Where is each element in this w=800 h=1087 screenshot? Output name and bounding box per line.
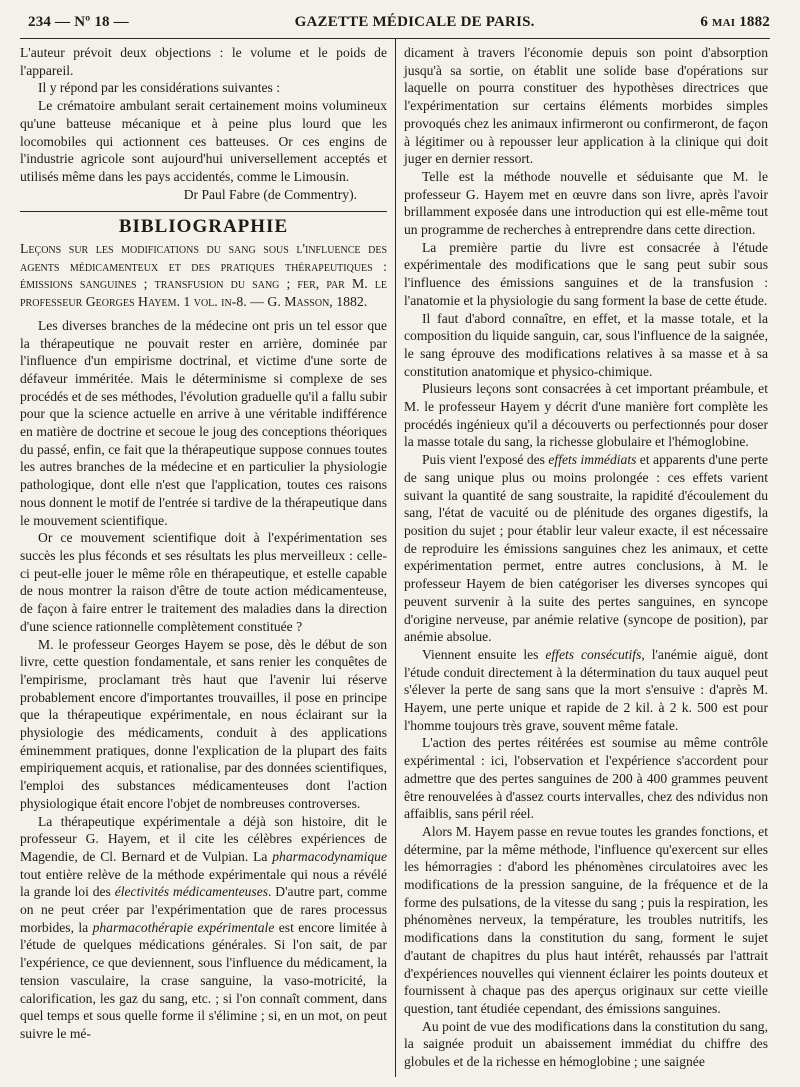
section-title: BIBLIOGRAPHIE bbox=[118, 216, 289, 238]
body-paragraph: Alors M. Hayem passe en revue toutes les grandes fonctions, et détermine, par la même méthode, l'influence qu'exercent sur elles les hémorragies : d'abord les phénomènes circulatoires avec les modifications de la pression sanguine, de la fréquence et de la forme des pulsations, de la vitesse du sang ; puis la respiration, les phénomènes nerveux, la température, les troubles nutritifs, les modifications dans la constitution du sang, forment le sujet d'autant de chapitres du plus haut intérêt, rehaussés par l'attrait d'expériences nouvelles qui viennent éclairer les points douteux et fournissent à chaque pas des aperçus originaux sur cette vieille question, tant étudiée cependant, des émissions sanguines. bbox=[404, 823, 768, 1016]
page-header bbox=[28, 14, 770, 36]
body-paragraph bbox=[404, 646, 768, 735]
body-paragraph: Il faut d'abord connaître, en effet, et la masse totale, et la composition du liquide sanguin, car, sous l'influence de la saignée, le sang éprouve des modifications relatives à sa masse et à sa constitution anatomique et physico-chimique. bbox=[404, 310, 768, 379]
right-column bbox=[404, 44, 768, 1071]
text-run: est encore limitée à l'étude de quelques médications générales. Si l'on sait, de par l'expérience, ce que deviennent, sous l'influence du médicament, la tension vasculaire, la crase sanguine, la vaso-motricité, la calorification, les gaz du sang, etc. ; si l'on connaît comment, dans quel temps et sous quelle forme il s'élimine ; si, en un mot, on peut suivre le mé- bbox=[20, 919, 387, 1041]
text-run: et apparents d'une perte de sang unique plus ou moins prolongée : ces effets varient suivant la quantité de sang soustraite, la rapidité d'écoulement du sang, l'état de vacuité ou de plénitude des organes digestifs, la position du sujet ; pour établir leur valeur exacte, il est nécessaire de reproduire les émissions sanguines chez les animaux, et cette expérimentation permet, entre autres conclusions, à M. le professeur Hayem de bien catégoriser les diverses syncopes qui peuvent survenir à la suite des pertes sanguines, en syncope d'origine nerveuse, par anémie relative (syncope de position), par anémie absolue. bbox=[404, 452, 769, 645]
italic-term: électivités médicamenteuses bbox=[114, 884, 269, 900]
body-paragraph bbox=[20, 813, 387, 1043]
body-paragraph: La première partie du livre est consacrée à l'étude expérimentale des modifications que le sang peut subir sous l'influence des émissions sanguines et de la transfusion : l'anatomie et la physiologie du sang forment la base de cette étude. bbox=[404, 239, 768, 308]
text-run: La thérapeutique expérimentale a déjà son histoire, dit le professeur G. Hayem, et il cite les célèbres expériences de Magendie, de Cl. Bernard et de Vulpian. La bbox=[20, 813, 387, 864]
signature: Dr Paul Fabre (de Commentry). bbox=[183, 186, 357, 202]
section-rule bbox=[20, 211, 387, 212]
text-run: tout entière relève de la méthode expérimentale qui nous a révélé la grande loi des bbox=[20, 866, 387, 900]
text-run: Viennent ensuite les bbox=[422, 646, 546, 662]
body-paragraph: Telle est la méthode nouvelle et séduisante que M. le professeur G. Hayem met en œuvre dans son livre, après l'avoir brillamment exposée dans une introduction qui est elle-même tout un programme de recherches à entreprendre dans cette direction. bbox=[404, 168, 768, 238]
body-paragraph: dicament à travers l'économie depuis son point d'absorption jusqu'à sa sortie, on établit une solide base d'opérations sur laquelle on pourra constituer des hypothèses directrices que l'expérimentation sur certains éléments morbides simples provoqués chez les animaux infirmeront ou confirmeront, de façon à légitimer ou à repousser leur application à la clinique qui doit juger en dernier ressort. bbox=[404, 45, 768, 167]
body-paragraph: Or ce mouvement scientifique doit à l'expérimentation ses succès les plus féconds et ses résultats les plus merveilleux : celle-ci peut-elle jouer le même rôle en thérapeutique, et estelle capable de nous montrer la raison d'être de toute action médicamenteuse, de façon à faire entrer le traitement des maladies dans la direction d'une science rationnelle complètement constituée ? bbox=[20, 530, 387, 634]
text-run: . D'autre part, comme on ne peut créer par l'expérimentation que de rares processus morbides, la bbox=[20, 884, 387, 935]
italic-term: effets immédiats bbox=[548, 452, 637, 468]
body-paragraph: Plusieurs leçons sont consacrées à cet important préambule, et M. le professeur Hayem y décrit d'une manière fort complète les procédés ingénieux qu'il a découverts ou perfectionnés pour doser la masse totale du sang, la richesse globulaire et l'hémoglobine. bbox=[404, 381, 768, 450]
body-paragraph: L'action des pertes réitérées est soumise au même contrôle expérimental : ici, l'observation et l'expérience s'accordent pour admettre que des pertes sanguines de 200 à 400 grammes peuvent être renouvelées à d'assez courts intervalles, chez des ndividus non affaiblis, sans péril réel. bbox=[404, 735, 768, 822]
intro-paragraph: Il y répond par les considérations suivantes : bbox=[38, 80, 280, 96]
journal-title: GAZETTE MÉDICALE DE PARIS. bbox=[294, 14, 535, 30]
intro-paragraph: L'auteur prévoit deux objections : le volume et le poids de l'appareil. bbox=[20, 45, 387, 78]
body-paragraph: Les diverses branches de la médecine ont pris un tel essor que la thérapeutique ne pouvait rester en arrière, dominée par l'influence d'un empirisme doctrinal, et victime d'une sorte de défaveur imméritée. Mais le déterminisme si complexe de ses procédés et de ses méthodes, l'évolution graduelle qu'il a fallu subir pour que la science actuelle en arrive à une véritable indifférence en matière de doctrine et secoue le joug des conceptions théoriques du passé, enfin, ce fait que la thérapeutique suppose connues toutes les autres branches de la médecine et en particulier la physiologie pathologique, dont elle n'est que l'application, toutes ces raisons nous donnent le motif de l'entrée si tardive de la thérapeutique dans le mouvement scientifique. bbox=[20, 317, 387, 528]
text-run: Puis vient l'exposé des bbox=[422, 452, 549, 468]
body-paragraph bbox=[404, 451, 768, 646]
italic-term: pharmacothérapie expérimentale bbox=[92, 919, 275, 935]
column-divider bbox=[395, 38, 396, 1077]
issue-date: 6 mai 1882 bbox=[700, 14, 770, 30]
intro-paragraph: Le crématoire ambulant serait certainement moins volumineux qu'une batteuse mécanique et à peine plus lourd que les locomobiles qui actionnent ces batteuses. Or ces engins de l'industrie agricole sont aujourd'hui universellement acceptés et utilisés même dans les pays accidentés, comme le Limousin. bbox=[20, 98, 387, 184]
body-paragraph: Au point de vue des modifications dans la constitution du sang, la saignée produit un abaissement immédiat du chiffre des globules et de la richesse en hémoglobine ; une saignée bbox=[404, 1018, 768, 1070]
text-run: , l'anémie aiguë, dont l'étude conduit directement à la détermination du taux auquel peut s'élever la perte de sang sans que la mort s'ensuive : d'après M. Hayem, une perte unique et rapide de 2 kil. à 2 k. 500 est pour l'homme toujours très grave, souvent même fatale. bbox=[404, 646, 768, 733]
body-paragraph: M. le professeur Georges Hayem se pose, dès le début de son livre, cette question fondamentale, et sans renier les conquêtes de l'empirisme, proclamant très haut que l'avenir lui réserve probablement encore d'importantes trouvailles, il pose en principe que la thérapeutique expérimentale, en nous éclairant sur la physiologie des médicaments, conduit à des applications éminemment pratiques, donne l'explication de la plupart des faits empiriquement acquis, et rationalise, par des données scientifiques, l'emploi des substances médicamenteuses dont l'action physiologique était encore l'objet de nombreuses controverses. bbox=[20, 636, 387, 811]
book-entry: Leçons sur les modifications du sang sous l'influence des agents médicamenteux et des pratiques thérapeutiques : émissions sanguines ; transfusion du sang ; fer, par M. le professeur Georges Hayem. 1 vol. in-8. — G. Masson, 1882. bbox=[20, 241, 387, 310]
page-number-issue: 234 — Nº 18 — bbox=[28, 14, 129, 30]
left-column bbox=[20, 44, 387, 1043]
italic-term: pharmacodynamique bbox=[272, 848, 387, 864]
italic-term: effets consécutifs bbox=[545, 646, 642, 662]
